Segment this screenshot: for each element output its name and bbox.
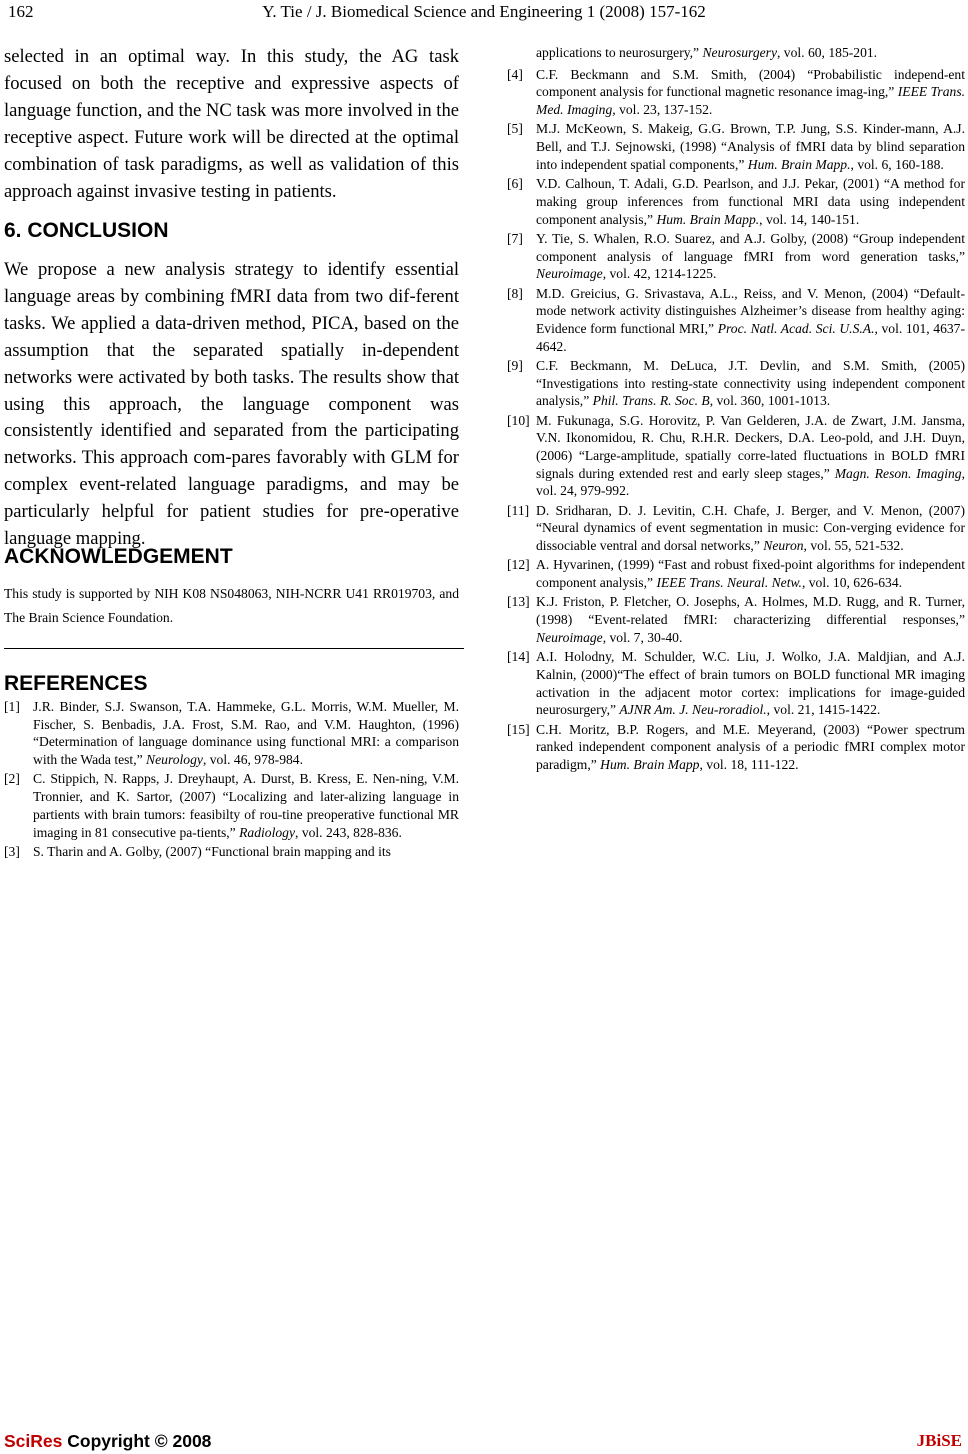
reference-item (4, 770, 459, 841)
reference-list-right (507, 66, 965, 774)
conclusion-heading: 6. CONCLUSION (4, 219, 169, 242)
reference-journal: Hum. Brain Mapp (600, 756, 700, 772)
reference-number: [7] (507, 230, 523, 246)
reference-details: , vol. 60, 185-201. (777, 45, 878, 60)
reference-text: Y. Tie, S. Whalen, R.O. Suarez, and A.J. Golby, (2008) “Group independent component analysis of language fMRI from word generation tasks,” (536, 230, 965, 264)
reference-number: [2] (4, 771, 20, 787)
reference-journal: Neurology (146, 752, 203, 768)
reference-item (4, 698, 459, 769)
reference-text: D. Sridharan, D. J. Levitin, C.H. Chafe, J. Berger, and V. Menon, (2007) “Neural dynamics of event segmentation in music: Con-verging evidence for dissociable ventral and dorsal networks,” (536, 502, 965, 554)
references-heading: REFERENCES (4, 672, 148, 695)
reference-number: [11] (507, 502, 530, 518)
reference-number: [3] (4, 843, 20, 859)
reference-continuation-text: applications to neurosurgery,” Neurosurgery, vol. 60, 185-201. (536, 45, 878, 60)
reference-text: A.I. Holodny, M. Schulder, W.C. Liu, J. Wolko, J.A. Maldjian, and A.J. Kalnin, (2000)“The effect of brain tumors on BOLD functional MR imaging activation in the adjacent motor cortex: implications for image-guided neurosurgery,” (536, 649, 965, 718)
acknowledgement-text: This study is supported by NIH K08 NS048063, NIH-NCRR U41 RR019703, and The Brain Science Foundation. (4, 586, 459, 625)
reference-item (507, 593, 965, 646)
reference-journal: Proc. Natl. Acad. Sci. U.S.A. (717, 320, 875, 336)
reference-journal: Phil. Trans. R. Soc. B (592, 393, 710, 409)
reference-item (507, 556, 965, 591)
reference-item (507, 412, 965, 501)
reference-details: , vol. 14, 140-151. (759, 211, 860, 227)
left-column (4, 44, 459, 859)
reference-text: M. Fukunaga, S.G. Horovitz, P. Van Gelderen, J.A. de Zwart, J.M. Jansma, V.N. Ikonomidou, R. Chu, R.H.R. Deckers, D.A. Leo-pold, and J.H. Duyn, (2006) “Large-amplitude, spatially corre-lated fluctuations in BOLD fMRI signals during extended rest and early sleep stages,” (536, 412, 965, 481)
reference-text: S. Tharin and A. Golby, (2007) “Functional brain mapping and its (33, 843, 391, 859)
page-header (0, 2, 968, 26)
reference-number: [9] (507, 357, 523, 373)
reference-journal: Neuroimage (536, 629, 603, 645)
reference-item (507, 502, 965, 555)
running-head: Y. Tie / J. Biomedical Science and Engineering 1 (2008) 157-162 (262, 2, 706, 21)
reference-journal: Neurosurgery (702, 45, 777, 60)
acknowledgement-heading: ACKNOWLEDGEMENT (4, 545, 233, 568)
reference-text: C.H. Moritz, B.P. Rogers, and M.E. Meyerand, (2003) “Power spectrum ranked independent component analysis of a periodic fMRI complex motor paradigm,” (536, 721, 965, 772)
reference-details: , vol. 6, 160-188. (850, 156, 944, 172)
journal-abbreviation: JBiSE (916, 1431, 962, 1450)
reference-number: [6] (507, 176, 523, 192)
reference-text: C. Stippich, N. Rapps, J. Dreyhaupt, A. Durst, B. Kress, E. Nen-ning, V.M. Tronnier, and K. Sartor, (2007) “Localizing and later-alizing language in partients with brain tumors: feasibilty of rou-tine preoperative functional MR imaging in 81 consecutive pa-tients,” (33, 771, 459, 840)
reference-details: , vol. 243, 828-836. (295, 824, 402, 840)
reference-item (507, 648, 965, 719)
reference-journal: AJNR Am. J. Neu-roradiol. (619, 702, 767, 718)
reference-journal: Hum. Brain Mapp. (747, 156, 851, 172)
reference-text: M.D. Greicius, G. Srivastava, A.L., Reiss, and V. Menon, (2004) “Default-mode network activity distinguishes Alzheimer’s disease from healthy aging: Evidence form functional MRI,” (536, 285, 965, 336)
reference-number: [14] (507, 649, 530, 665)
reference-number: [4] (507, 66, 523, 82)
reference-details: , vol. 46, 978-984. (202, 752, 303, 768)
reference-text: C.F. Beckmann and S.M. Smith, (2004) “Probabilistic independ-ent component analysis for functional magnetic resonance imag-ing,” (536, 66, 965, 100)
reference-number: [8] (507, 285, 523, 301)
reference-item (507, 120, 965, 173)
reference-item (507, 230, 965, 283)
reference-list-left (4, 698, 459, 862)
reference-details: , vol. 21, 1415-1422. (766, 702, 881, 718)
reference-item (507, 357, 965, 410)
reference-details: vol. 23, 137-152. (615, 102, 713, 118)
copyright-text: Copyright © 2008 (62, 1431, 212, 1451)
reference-item (507, 175, 965, 228)
reference-details: , vol. 101, 4637-4642. (536, 320, 965, 354)
page-number: 162 (8, 2, 34, 21)
reference-journal: Hum. Brain Mapp. (656, 211, 760, 227)
reference-details: , vol. 18, 111-122. (699, 756, 799, 772)
reference-number: [15] (507, 721, 530, 737)
reference-journal: Radiology (239, 824, 296, 840)
reference-number: [10] (507, 412, 530, 428)
reference-text: A. Hyvarinen, (1999) “Fast and robust fixed-point algorithms for independent component analysis,” (536, 557, 965, 591)
reference-text: J.R. Binder, S.J. Swanson, T.A. Hammeke, G.L. Morris, W.M. Mueller, M. Fischer, S. Benbadis, J.A. Frost, S.M. Rao, and V.M. Haughton, (1996) “Determination of language dominance using functional MRI: a comparison with the Wada test,” (33, 699, 459, 768)
reference-details: , vol. 360, 1001-1013. (709, 393, 831, 409)
reference-continuation (507, 44, 965, 62)
right-column (507, 44, 965, 775)
footer-copyright (4, 1431, 211, 1452)
reference-number: [13] (507, 594, 530, 610)
conclusion-paragraph: We propose a new analysis strategy to identify essential language areas by combining fMRI data from two dif-ferent tasks. We applied a data-driven method, PICA, based on the assumption that the separated spatially in-dependent networks were activated by both tasks. The results show that using this approach, the language component was consistently identified and separated from the participating networks. This approach com-pares favorably with GLM for complex event-related language paradigms, and may be particularly helpful for patient studies for pre-operative language mapping. (4, 259, 459, 550)
discussion-paragraph: selected in an optimal way. In this study, the AG task focused on both the receptive and expressive aspects of language function, and the NC task was more involved in the receptive aspect. Future work will be directed at the optimal combination of task paradigms, as well as validation of this approach against invasive testing in patients. (4, 46, 459, 202)
publisher-logo: SciRes (4, 1431, 63, 1451)
reference-item (4, 843, 459, 861)
reference-item (507, 66, 965, 119)
reference-journal: IEEE Trans. Neural. Netw. (656, 575, 802, 591)
reference-journal: Magn. Reson. Imaging (834, 465, 962, 481)
reference-number: [5] (507, 121, 523, 137)
reference-text: K.J. Friston, P. Fletcher, O. Josephs, A. Holmes, M.D. Rugg, and R. Turner, (1998) “Event-related fMRI: characterizing differential responses,” (536, 594, 965, 628)
reference-details: , vol. 7, 30-40. (602, 629, 683, 645)
reference-text: V.D. Calhoun, T. Adali, G.D. Pearlson, and J.J. Pekar, (2001) “A method for making group inferences from functional MRI data using independent component analysis,” (536, 176, 965, 227)
reference-number: [12] (507, 557, 530, 573)
reference-details: , vol. 55, 521-532. (803, 538, 904, 554)
reference-journal: Neuron (763, 538, 804, 554)
reference-item (507, 285, 965, 356)
reference-journal: Neuroimage (536, 266, 603, 282)
reference-details: , vol. 24, 979-992. (536, 465, 965, 499)
reference-details: , vol. 42, 1214-1225. (602, 266, 717, 282)
section-divider (4, 648, 464, 649)
reference-text: C.F. Beckmann, M. DeLuca, J.T. Devlin, and S.M. Smith, (2005) “Investigations into resting-state connectivity using independent component analysis,” (536, 357, 965, 409)
reference-text: M.J. McKeown, S. Makeig, G.G. Brown, T.P. Jung, S.S. Kinder-mann, A.J. Bell, and T.J. Sejnowski, (1998) “Analysis of fMRI data by blind separation into independent spatial components,” (536, 121, 965, 172)
reference-number: [1] (4, 699, 20, 714)
reference-journal: IEEE Trans. Med. Imaging, (536, 84, 966, 118)
reference-details: , vol. 10, 626-634. (801, 575, 903, 591)
reference-item (507, 721, 965, 774)
